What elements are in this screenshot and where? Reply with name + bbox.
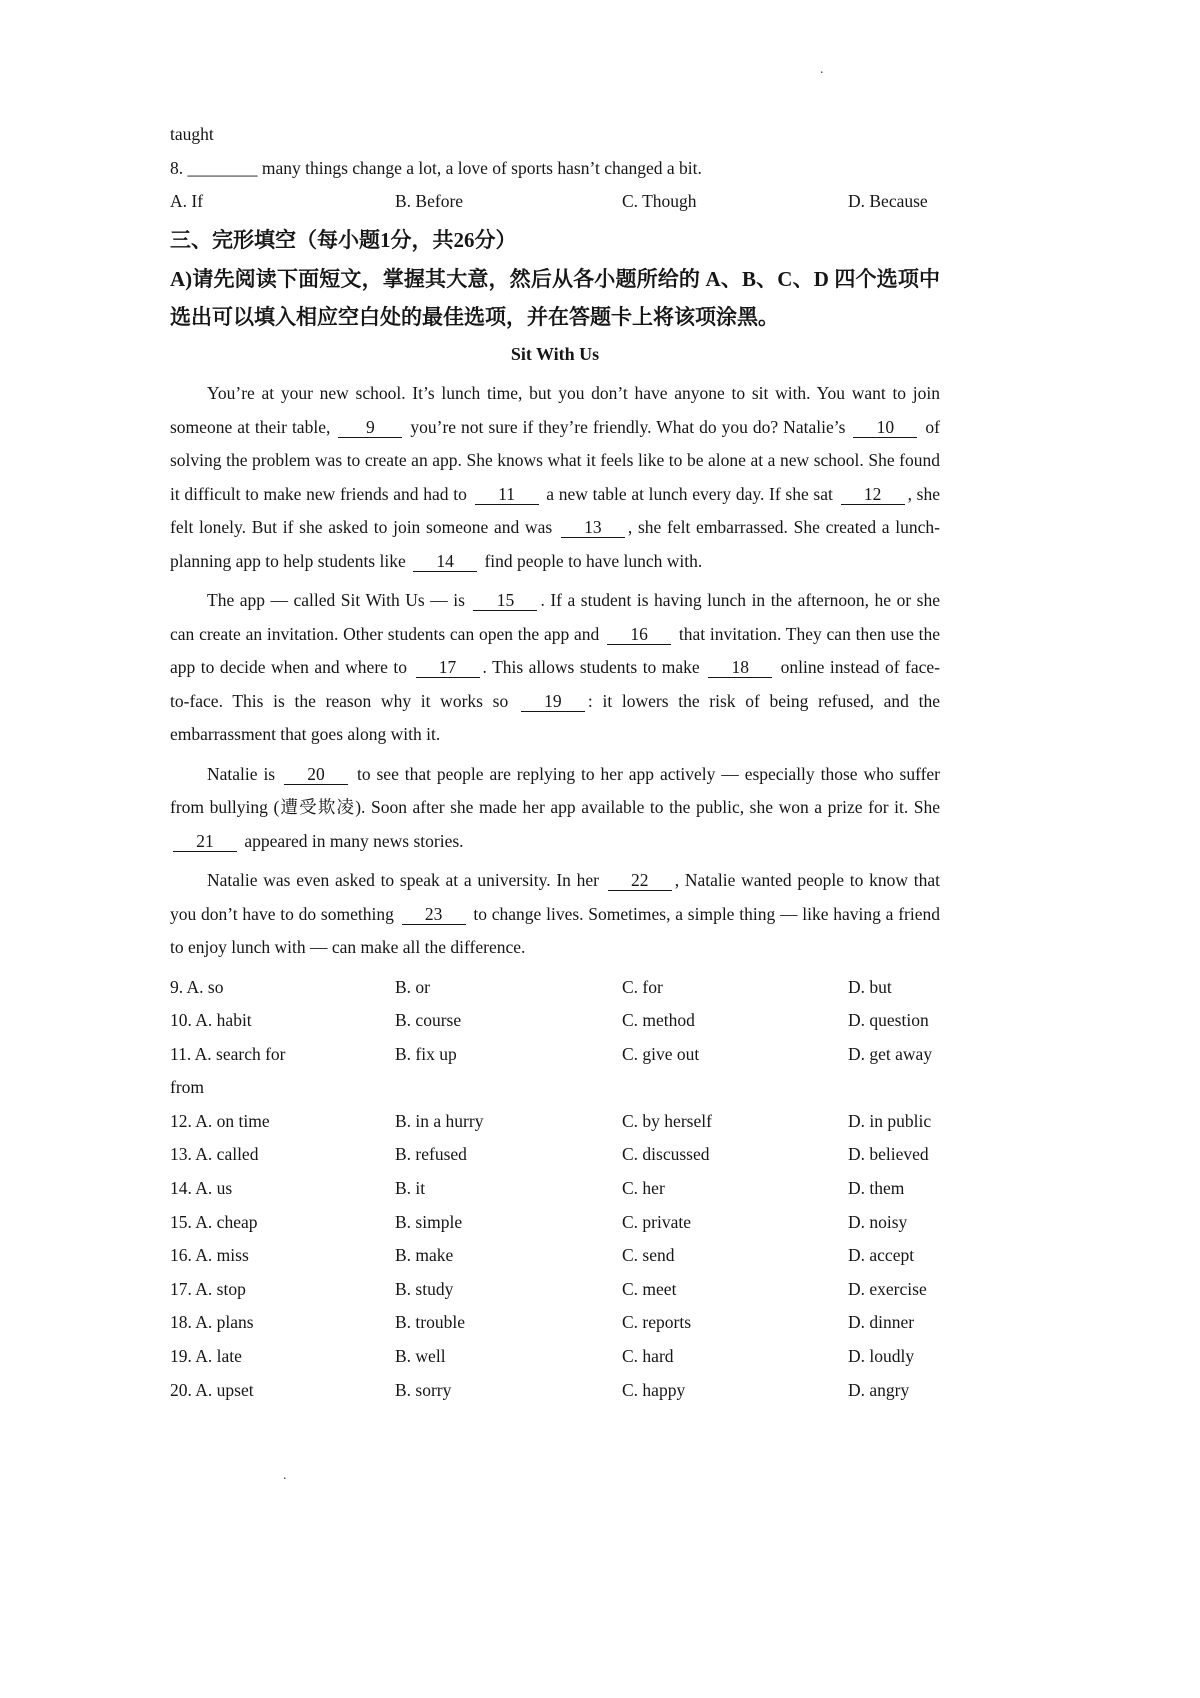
cloze-blank-20: 20 <box>284 764 348 785</box>
passage-paragraph-1: You’re at your new school. It’s lunch time, but you don’t have anyone to sit with. You want to join someone at their table, 9 you’re not sure if they’re friendly. What do you do? Natalie’s 10 of solving the problem was to create an app. She knows what it feels like to be alone at a new school. She found it difficult to make new friends and had to 11 a new table at lunch every day. If she sat 12 , she felt lonely. But if she asked to join someone and was 13 , she felt embarrassed. She created a lunch-planning app to help students like 14 find people to have lunch with. <box>170 383 941 571</box>
question8-options-row <box>170 185 940 219</box>
question8-option-c: C. Though <box>622 191 697 211</box>
cloze-option: C. happy <box>622 1379 686 1400</box>
cloze-blank-22: 22 <box>608 870 672 891</box>
cloze-blank-21: 21 <box>173 831 237 852</box>
cloze-blank-15: 15 <box>473 590 537 611</box>
cloze-blank-17: 17 <box>416 657 480 678</box>
cloze-option-row <box>170 1038 940 1072</box>
cloze-option-wrap-line: from <box>170 1077 205 1098</box>
cloze-blank-14: 14 <box>413 551 477 572</box>
cloze-option: D. believed <box>848 1144 929 1165</box>
cloze-blank-11: 11 <box>475 484 539 505</box>
passage-paragraph-2: The app — called Sit With Us — is 15 . If a student is having lunch in the afternoon, he or she can create an invitation. Other students can open the app and 16 that invitation. They can then use the app to decide when and where to 17 . This allows students to make 18 online instead of face-to-face. This is the reason why it works so 19 : it lowers the risk of being refused, and the embarrassment that goes along with it. <box>170 590 940 744</box>
cloze-option: C. reports <box>622 1312 692 1333</box>
cloze-option: 20. A. upset <box>170 1379 254 1400</box>
cloze-option: C. for <box>622 976 663 997</box>
passage-title: Sit With Us <box>510 343 600 364</box>
cloze-option: 16. A. miss <box>170 1245 249 1266</box>
cloze-option: C. give out <box>622 1043 700 1064</box>
cloze-option: 11. A. search for <box>170 1043 286 1064</box>
cloze-option: D. get away <box>848 1043 933 1064</box>
cloze-option: D. them <box>848 1178 905 1199</box>
cloze-section-title: 三、完形填空（每小题1分，共26分） <box>170 227 517 252</box>
stray-mark-bottom: . <box>283 1468 287 1483</box>
question8-stem: 8. ________ many things change a lot, a love of sports hasn’t changed a bit. <box>170 157 702 178</box>
passage-paragraph-3: Natalie is 20 to see that people are replying to her app actively — especially those who suffer from bullying (遭受欺凌). Soon after she made her app available to the public, she won a prize for it. She 21 appeared in many news stories. <box>170 763 940 851</box>
cloze-option: B. study <box>395 1278 454 1299</box>
cloze-option: 13. A. called <box>170 1144 259 1165</box>
cloze-option: B. refused <box>395 1144 467 1165</box>
cloze-option: 15. A. cheap <box>170 1211 258 1232</box>
cloze-option: C. hard <box>622 1346 674 1367</box>
cloze-option: C. meet <box>622 1278 677 1299</box>
cloze-option-row <box>170 1374 940 1408</box>
cloze-option-row <box>170 1172 940 1206</box>
cloze-option-row <box>170 1239 940 1273</box>
cloze-option: D. but <box>848 976 892 997</box>
cloze-instructions: A)请先阅读下面短文，掌握其大意，然后从各小题所给的 A、B、C、D 四个选项中选出可以填入相应空白处的最佳选项，并在答题卡上将该项涂黑。 <box>170 266 940 329</box>
cloze-option: 10. A. habit <box>170 1010 252 1031</box>
cloze-blank-12: 12 <box>841 484 905 505</box>
cloze-option: D. accept <box>848 1245 915 1266</box>
cloze-option: D. angry <box>848 1379 910 1400</box>
cloze-option: B. course <box>395 1010 462 1031</box>
cloze-option-row <box>170 1306 940 1340</box>
cloze-option: 18. A. plans <box>170 1312 254 1333</box>
cloze-option-row <box>170 1105 940 1139</box>
stray-mark-top: . <box>820 62 824 77</box>
cloze-option: C. send <box>622 1245 675 1266</box>
question7-leftover-text: taught <box>170 124 214 144</box>
cloze-option-row <box>170 1340 940 1374</box>
cloze-option-row <box>170 1004 940 1038</box>
cloze-blank-18: 18 <box>708 657 772 678</box>
cloze-option: B. it <box>395 1178 426 1199</box>
cloze-option: B. in a hurry <box>395 1110 484 1131</box>
cloze-option: 14. A. us <box>170 1178 233 1199</box>
question8-option-a: A. If <box>170 191 204 211</box>
cloze-option: D. in public <box>848 1110 932 1131</box>
cloze-option: C. discussed <box>622 1144 710 1165</box>
cloze-blank-16: 16 <box>607 624 671 645</box>
question8-option-b: B. Before <box>395 191 464 211</box>
cloze-option: C. private <box>622 1211 692 1232</box>
cloze-option-row <box>170 1138 940 1172</box>
cloze-option: B. or <box>395 976 430 997</box>
cloze-option-row <box>170 1273 940 1307</box>
cloze-option: C. by herself <box>622 1110 712 1131</box>
cloze-option: C. her <box>622 1178 665 1199</box>
question8-option-d: D. Because <box>848 191 928 211</box>
cloze-option: B. simple <box>395 1211 463 1232</box>
cloze-option-row <box>170 971 940 1005</box>
cloze-option: C. method <box>622 1010 695 1031</box>
cloze-option: 9. A. so <box>170 976 224 997</box>
cloze-option: D. exercise <box>848 1278 927 1299</box>
cloze-blank-9: 9 <box>338 417 402 438</box>
cloze-option: D. dinner <box>848 1312 915 1333</box>
cloze-option: D. loudly <box>848 1346 915 1367</box>
cloze-blank-10: 10 <box>853 417 917 438</box>
cloze-option: B. make <box>395 1245 454 1266</box>
cloze-option: B. trouble <box>395 1312 465 1333</box>
cloze-option: B. fix up <box>395 1043 457 1064</box>
cloze-option: B. well <box>395 1346 446 1367</box>
cloze-option: 17. A. stop <box>170 1278 246 1299</box>
cloze-option: 19. A. late <box>170 1346 242 1367</box>
cloze-blank-13: 13 <box>561 517 625 538</box>
cloze-option: D. noisy <box>848 1211 908 1232</box>
cloze-blank-19: 19 <box>521 691 585 712</box>
cloze-option: D. question <box>848 1010 929 1031</box>
cloze-option-row <box>170 1206 940 1240</box>
cloze-blank-23: 23 <box>402 904 466 925</box>
cloze-option: B. sorry <box>395 1379 452 1400</box>
page-content <box>170 118 940 1407</box>
cloze-option: 12. A. on time <box>170 1110 270 1131</box>
passage-paragraph-4: Natalie was even asked to speak at a university. In her 22 , Natalie wanted people to know that you don’t have to do something 23 to change lives. Sometimes, a simple thing — like having a friend to enjoy lunch with — can make all the difference. <box>170 870 941 957</box>
cloze-options-grid <box>170 971 940 1408</box>
